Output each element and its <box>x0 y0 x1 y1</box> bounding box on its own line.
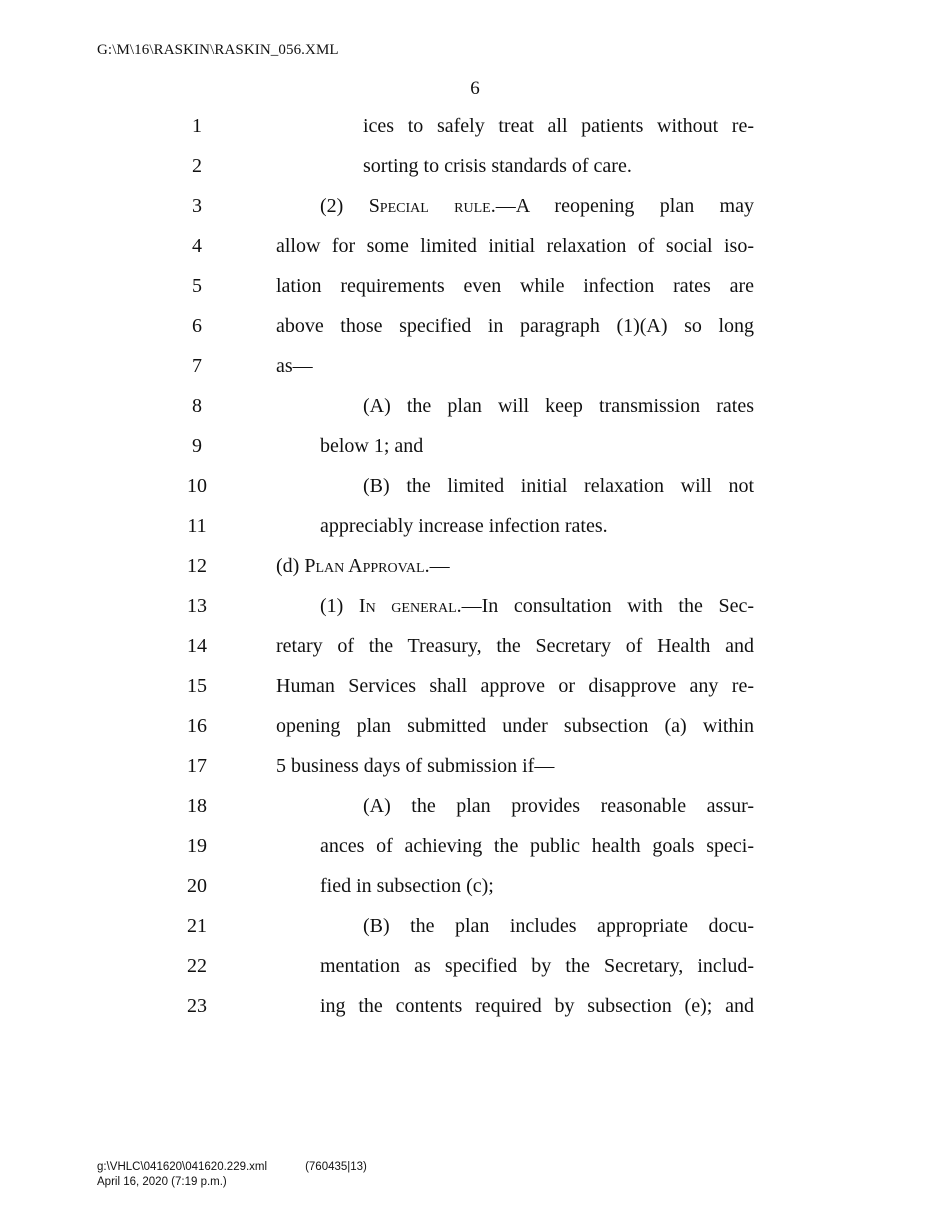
text-line-2 <box>0 146 950 186</box>
line-number: 4 <box>192 235 202 257</box>
text-line-17 <box>0 746 950 786</box>
line-number: 5 <box>192 275 202 297</box>
text-line-12 <box>0 546 950 586</box>
line-number: 10 <box>187 475 207 497</box>
line-number: 2 <box>192 155 202 177</box>
text-line-9 <box>0 426 950 466</box>
paragraph-text: .—A reopening plan may <box>490 195 754 217</box>
text-line-5 <box>0 266 950 306</box>
line-number: 11 <box>187 515 207 537</box>
text-line-4 <box>0 226 950 266</box>
line-text: (B) the plan includes appropriate docu- <box>363 915 754 937</box>
text-line-22 <box>0 946 950 986</box>
line-number: 15 <box>187 675 207 697</box>
line-text: (A) the plan provides reasonable assur- <box>363 795 754 817</box>
line-number: 21 <box>187 915 207 937</box>
line-number: 9 <box>192 435 202 457</box>
text-line-8 <box>0 386 950 426</box>
footer-doc-code: (760435|13) <box>305 1161 367 1173</box>
text-line-11 <box>0 506 950 546</box>
line-number: 3 <box>192 195 202 217</box>
text-line-7 <box>0 346 950 386</box>
line-text: (B) the limited initial relaxation will not <box>363 475 754 497</box>
line-number: 22 <box>187 955 207 977</box>
line-number: 23 <box>187 995 207 1017</box>
paragraph-text: .—In consultation with the Sec- <box>456 595 754 617</box>
paragraph-designator: (2) <box>320 195 369 217</box>
line-text: ices to safely treat all patients without re- <box>363 115 754 137</box>
line-text: above those specified in paragraph (1)(A) so long <box>276 315 754 337</box>
text-line-18 <box>0 786 950 826</box>
subsection-heading: Plan Approval <box>304 555 425 577</box>
text-line-3 <box>0 186 950 226</box>
line-text <box>276 546 754 586</box>
line-number: 6 <box>192 315 202 337</box>
line-number: 7 <box>192 355 202 377</box>
text-line-15 <box>0 666 950 706</box>
line-text: lation requirements even while infection rates are <box>276 275 754 297</box>
text-line-21 <box>0 906 950 946</box>
line-number: 18 <box>187 795 207 817</box>
page-number: 6 <box>470 78 480 99</box>
line-text: fied in subsection (c); <box>320 875 494 897</box>
line-text: as— <box>276 355 313 377</box>
line-number: 14 <box>187 635 207 657</box>
subsection-text: .— <box>424 555 450 577</box>
line-text <box>320 186 754 226</box>
text-line-23 <box>0 986 950 1026</box>
line-text: allow for some limited initial relaxation of social iso- <box>276 235 754 257</box>
text-line-6 <box>0 306 950 346</box>
line-text: sorting to crisis standards of care. <box>363 155 632 177</box>
text-line-20 <box>0 866 950 906</box>
line-text: retary of the Treasury, the Secretary of Health and <box>276 635 754 657</box>
page-footer <box>97 1160 367 1190</box>
line-number: 17 <box>187 755 207 777</box>
header-file-path: G:\M\16\RASKIN\RASKIN_056.XML <box>97 42 339 58</box>
line-text: opening plan submitted under subsection (a) within <box>276 715 754 737</box>
line-number: 12 <box>187 555 207 577</box>
subsection-designator: (d) <box>276 555 305 577</box>
line-text: appreciably increase infection rates. <box>320 515 608 537</box>
line-number: 8 <box>192 395 202 417</box>
text-line-19 <box>0 826 950 866</box>
text-line-13 <box>0 586 950 626</box>
line-text <box>320 586 754 626</box>
line-text: below 1; and <box>320 435 424 457</box>
paragraph-heading: Special rule <box>368 195 491 217</box>
line-text: ing the contents required by subsection (e); and <box>320 995 754 1017</box>
text-line-1 <box>0 106 950 146</box>
line-text: ances of achieving the public health goals speci- <box>320 835 754 857</box>
text-line-16 <box>0 706 950 746</box>
text-line-10 <box>0 466 950 506</box>
line-number: 16 <box>187 715 207 737</box>
paragraph-heading: In general <box>358 595 457 617</box>
paragraph-designator: (1) <box>320 595 359 617</box>
line-number: 20 <box>187 875 207 897</box>
line-text: 5 business days of submission if— <box>276 755 555 777</box>
footer-date: April 16, 2020 (7:19 p.m.) <box>97 1176 227 1188</box>
line-number: 19 <box>187 835 207 857</box>
line-text: (A) the plan will keep transmission rates <box>363 395 754 417</box>
line-number: 13 <box>187 595 207 617</box>
text-line-14 <box>0 626 950 666</box>
line-number: 1 <box>192 115 202 137</box>
line-text: mentation as specified by the Secretary, includ- <box>320 955 754 977</box>
line-text: Human Services shall approve or disapprove any re- <box>276 675 754 697</box>
footer-file-path: g:\VHLC\041620\041620.229.xml <box>97 1161 268 1173</box>
